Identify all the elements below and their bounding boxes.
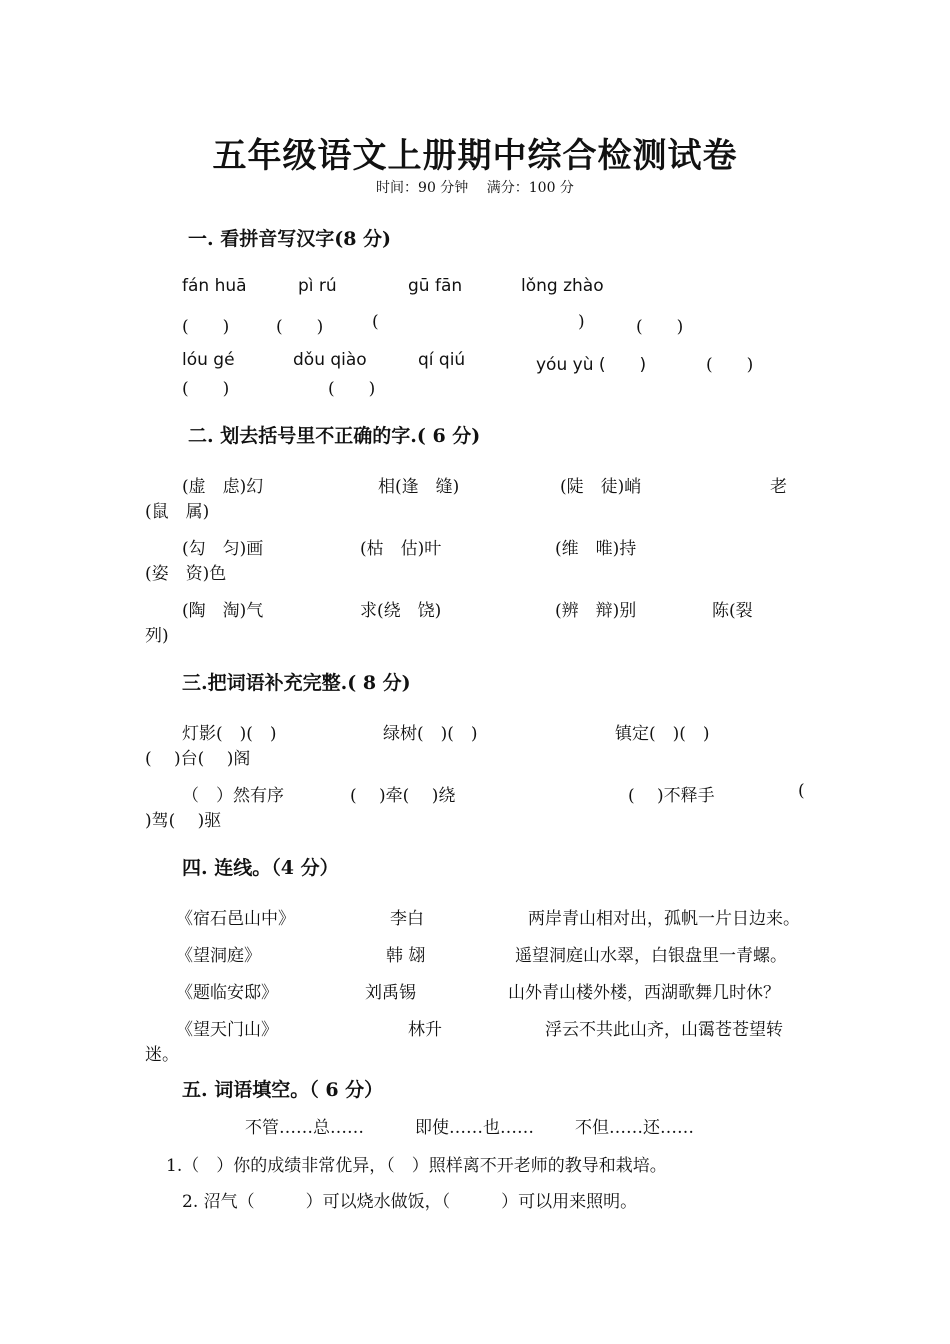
idiom-blank[interactable]: )驾( )驱 [145, 811, 222, 831]
poem-line-tail: 迷。 [145, 1045, 179, 1065]
idiom-blank[interactable]: 绿树( )( ) [383, 724, 478, 744]
word-choice: 求(绕 饶) [360, 601, 442, 621]
pinyin: fán huā [182, 276, 247, 296]
word-choice: (陶 淘)气 [182, 601, 264, 621]
poem-title[interactable]: 《题临安邸》 [176, 983, 278, 1003]
section-1-heading: 一. 看拼音写汉字(8 分) [188, 228, 392, 250]
idiom-blank[interactable]: 镇定( )( ) [615, 724, 710, 744]
answer-blank[interactable]: ( ) [706, 355, 754, 375]
section-2-heading: 二. 划去括号里不正确的字.( 6 分) [188, 425, 481, 447]
word-choice: 列) [145, 626, 169, 646]
pinyin: lǒng zhào [521, 276, 604, 296]
poem-line[interactable]: 两岸青山相对出，孤帆一片日边来。 [528, 909, 800, 929]
section-3-heading: 三.把词语补充完整.( 8 分) [182, 672, 411, 694]
question-2[interactable]: 2. 沼气（ ）可以烧水做饭，（ ）可以用来照明。 [182, 1192, 638, 1212]
poem-title[interactable]: 《宿石邑山中》 [176, 909, 295, 929]
idiom-blank[interactable]: ( [798, 781, 805, 801]
section-4-heading: 四. 连线。（4 分） [182, 857, 339, 879]
pinyin: qí qiú [418, 350, 466, 370]
answer-blank[interactable]: ( ) [328, 379, 376, 399]
poet-name[interactable]: 韩 翃 [386, 946, 426, 966]
conjunction-option: 即使……也…… [415, 1118, 534, 1138]
pinyin: lóu gé [182, 350, 235, 370]
idiom-blank[interactable]: （ ）然有序 [182, 786, 284, 806]
word-choice: (勾 匀)画 [182, 539, 264, 559]
poem-title[interactable]: 《望天门山》 [176, 1020, 278, 1040]
idiom-blank[interactable]: ( )不释手 [628, 786, 715, 806]
poem-line[interactable]: 山外青山楼外楼，西湖歌舞几时休？ [508, 983, 780, 1003]
idiom-blank[interactable]: ( )牵( )绕 [350, 786, 456, 806]
poem-line[interactable]: 浮云不共此山齐，山霭苍苍望转 [545, 1020, 783, 1040]
answer-blank[interactable]: ( ) [276, 317, 324, 337]
poet-name[interactable]: 刘禹锡 [365, 983, 416, 1003]
word-choice: (陡 徒)峭 [560, 477, 642, 497]
page-title: 五年级语文上册期中综合检测试卷 [212, 136, 738, 176]
word-choice: (虚 虑)幻 [182, 477, 264, 497]
poem-line[interactable]: 遥望洞庭山水翠，白银盘里一青螺。 [515, 946, 787, 966]
word-choice: (枯 估)叶 [360, 539, 442, 559]
poem-title[interactable]: 《望洞庭》 [176, 946, 261, 966]
pinyin: gū fān [408, 276, 463, 296]
pinyin: yóu yù ( ) [536, 355, 647, 375]
exam-info: 时间：90 分钟 满分：100 分 [376, 180, 574, 196]
idiom-blank[interactable]: 灯影( )( ) [182, 724, 277, 744]
word-choice: 老 [770, 477, 787, 497]
idiom-blank[interactable]: ( )台( )阁 [145, 749, 251, 769]
conjunction-option: 不但……还…… [575, 1118, 694, 1138]
conjunction-option: 不管……总…… [245, 1118, 364, 1138]
word-choice: (鼠 属) [145, 502, 210, 522]
question-1[interactable]: 1.（ ）你的成绩非常优异，（ ）照样离不开老师的教导和栽培。 [166, 1156, 667, 1176]
answer-blank[interactable]: ( [372, 312, 379, 332]
word-choice: 陈(裂 [712, 601, 753, 621]
pinyin: pì rú [298, 276, 337, 296]
poet-name[interactable]: 林升 [408, 1020, 442, 1040]
poet-name[interactable]: 李白 [390, 909, 424, 929]
answer-blank[interactable]: ) [578, 312, 585, 332]
answer-blank[interactable]: ( ) [636, 317, 684, 337]
answer-blank[interactable]: ( ) [182, 379, 230, 399]
word-choice: 相(逢 缝) [378, 477, 460, 497]
word-choice: (姿 资)色 [145, 564, 227, 584]
section-5-heading: 五. 词语填空。（ 6 分） [182, 1079, 384, 1101]
answer-blank[interactable]: ( ) [182, 317, 230, 337]
word-choice: (维 唯)持 [555, 539, 637, 559]
pinyin: dǒu qiào [293, 350, 367, 370]
word-choice: (辨 辩)别 [555, 601, 637, 621]
